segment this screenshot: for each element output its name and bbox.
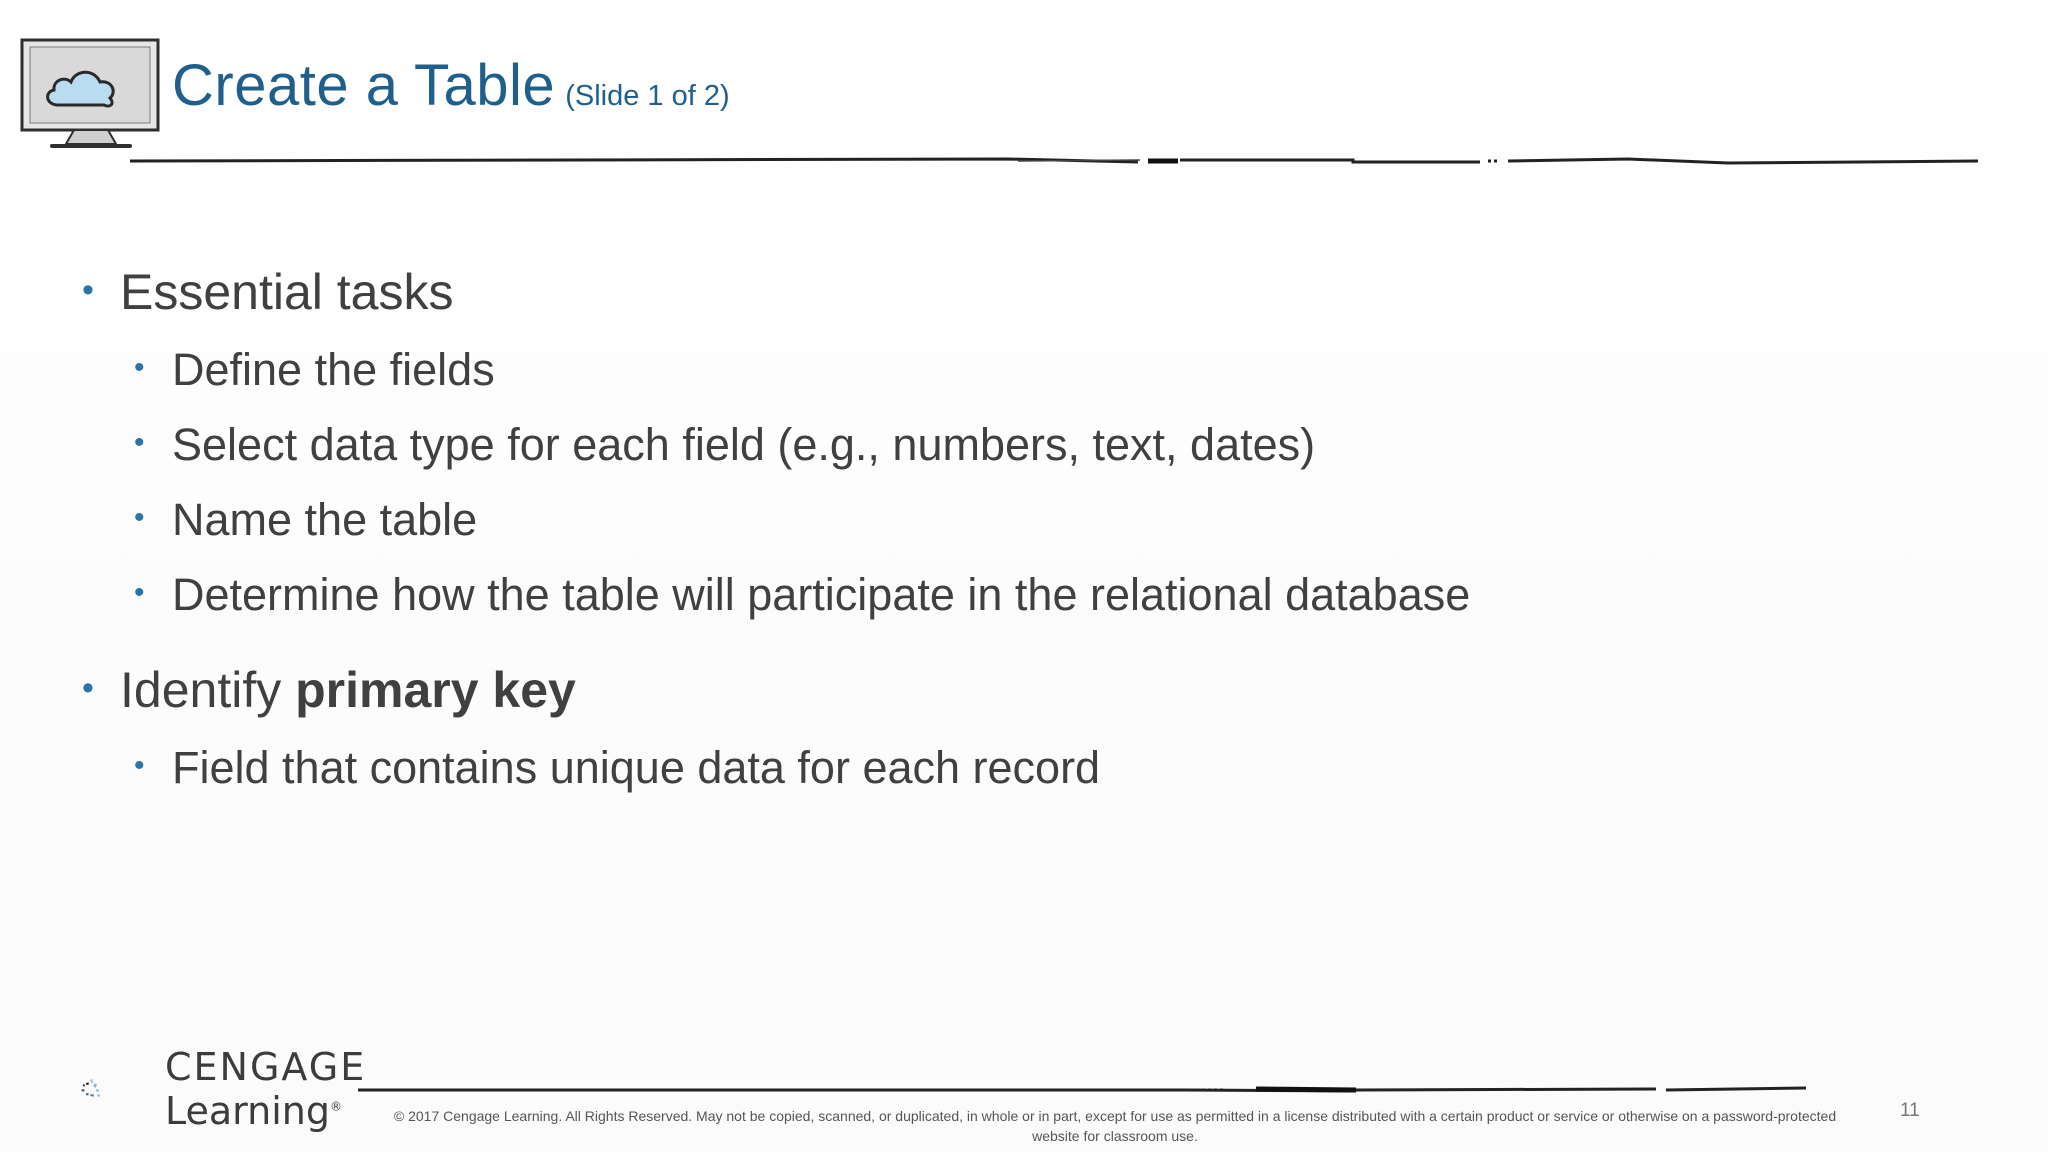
cengage-logo-mark <box>80 1042 160 1142</box>
bullet-text-prefix: Identify <box>120 662 296 718</box>
bullet-level2 <box>82 332 1962 407</box>
logo-line2-text: Learning <box>165 1088 330 1133</box>
bullet-dot: • <box>82 669 94 707</box>
cloud-computer-icon <box>20 38 160 156</box>
bullet-dot: • <box>134 501 145 534</box>
header-divider <box>128 152 1980 168</box>
bullet-text-bold-term: primary key <box>295 662 576 718</box>
bullet-text: Determine how the table will participate in the relational database <box>172 569 1471 620</box>
bullet-text: Select data type for each field (e.g., numbers, text, dates) <box>172 419 1316 470</box>
bullet-level1 <box>82 650 1962 730</box>
bullet-list <box>82 252 1962 805</box>
page-title: Create a Table <box>172 53 556 118</box>
page-number: 11 <box>1900 1100 1920 1121</box>
logo-line2 <box>165 1090 366 1134</box>
logo-line1: CENGAGE <box>165 1045 367 1089</box>
bullet-dot: • <box>134 351 145 384</box>
bullet-dot: • <box>134 426 145 459</box>
bullet-level1 <box>82 252 1962 332</box>
bullet-text: Field that contains unique data for each record <box>172 742 1101 793</box>
bullet-text: Define the fields <box>172 344 495 395</box>
footer-divider <box>356 1082 1808 1098</box>
cengage-logo-text <box>165 1046 366 1133</box>
page-subtitle: (Slide 1 of 2) <box>565 80 730 112</box>
bullet-text: Name the table <box>172 494 478 545</box>
bullet-level2 <box>82 482 1962 557</box>
bullet-dot: • <box>134 576 145 609</box>
logo-trademark: ® <box>329 1099 342 1114</box>
bullet-level2 <box>82 730 1962 805</box>
copyright-notice: © 2017 Cengage Learning. All Rights Reserved. May not be copied, scanned, or duplicated, in whole or in part, except for use as permitted in a license distributed with a certain product or service or otherwise on a password-protected website for classroom use. <box>393 1108 1837 1144</box>
bullet-text: Essential tasks <box>120 264 454 320</box>
bullet-dot: • <box>82 271 94 309</box>
bullet-dot: • <box>134 749 145 782</box>
title-block <box>172 52 730 119</box>
bullet-level2 <box>82 407 1962 482</box>
bullet-level2 <box>82 557 1962 632</box>
